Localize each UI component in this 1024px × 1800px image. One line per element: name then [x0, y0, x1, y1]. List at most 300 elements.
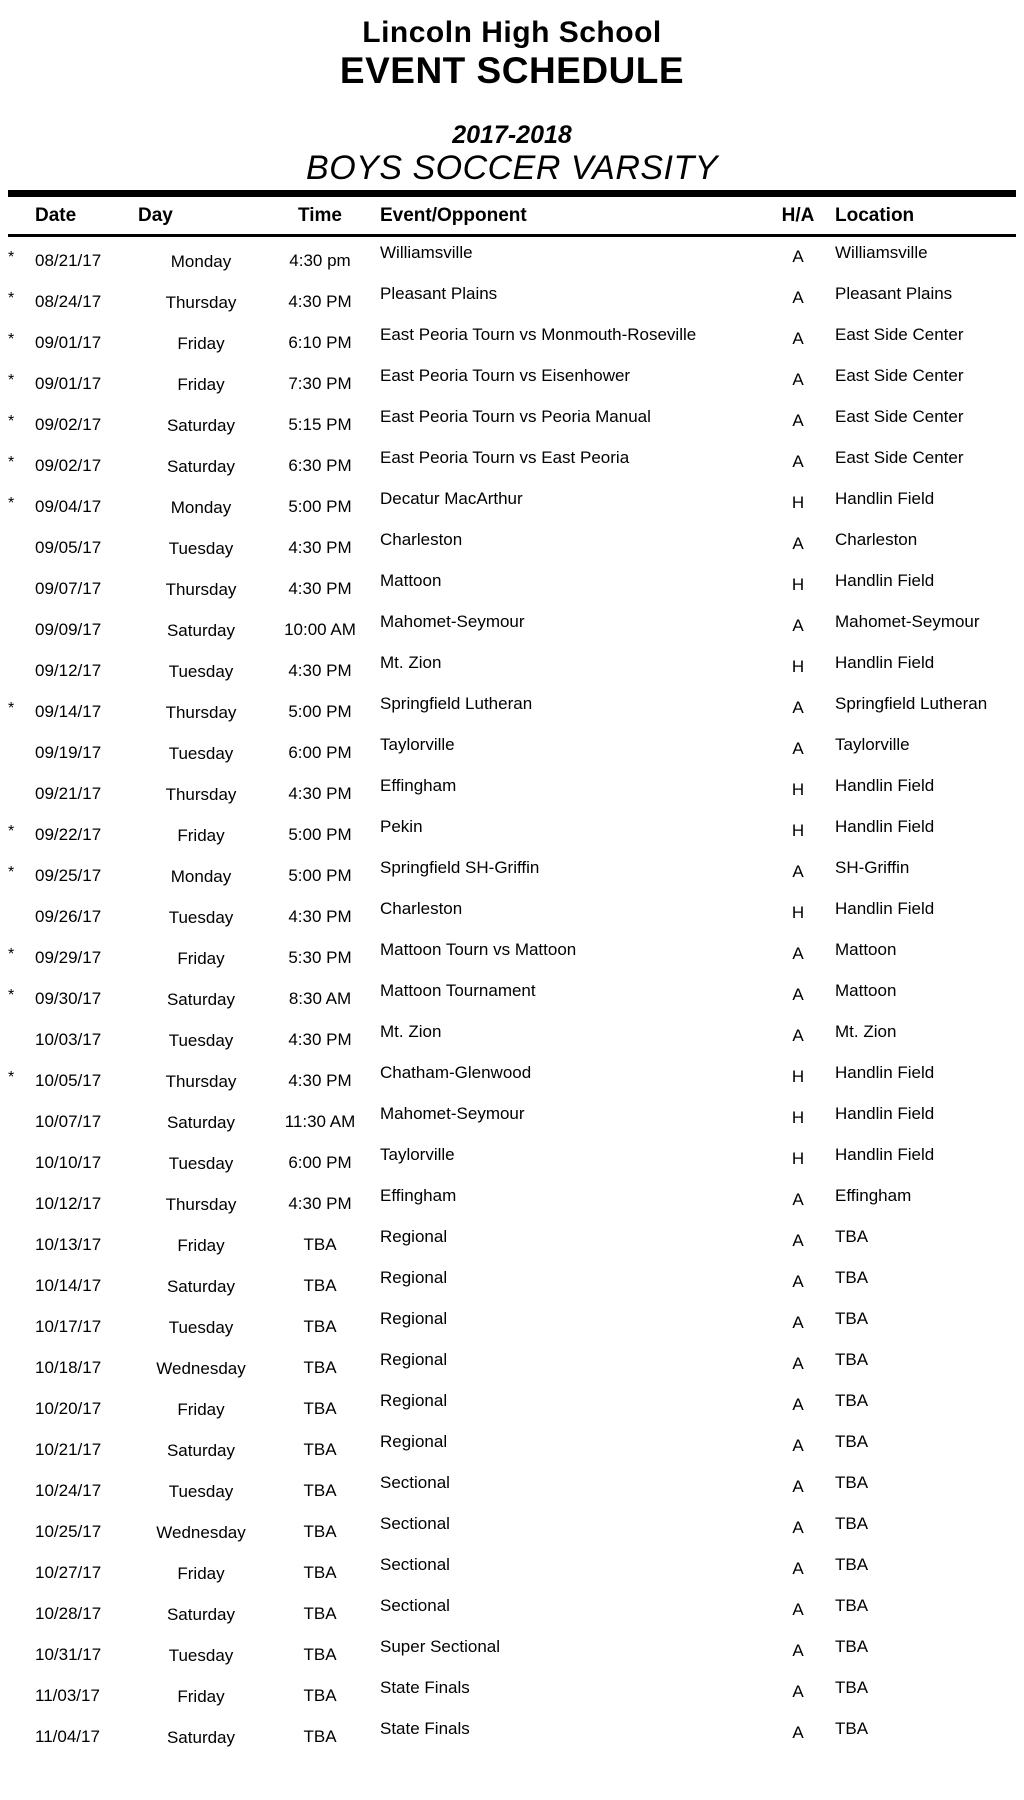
- column-header-date: Date: [35, 205, 77, 226]
- table-row: [0, 278, 1024, 319]
- home-away-cell: A: [792, 1641, 804, 1660]
- conference-asterisk: [0, 893, 26, 934]
- day-cell: Thursday: [165, 293, 237, 312]
- time-cell: 8:30 AM: [288, 989, 352, 1008]
- time-cell: 4:30 PM: [288, 784, 352, 803]
- time-cell: 4:30 PM: [288, 1071, 352, 1090]
- conference-asterisk: *: [8, 700, 15, 717]
- date-cell: 08/24/17: [35, 292, 102, 311]
- home-away-cell: A: [792, 1190, 804, 1209]
- column-header-location: Location: [835, 205, 915, 226]
- home-away-cell: A: [792, 534, 804, 553]
- conference-asterisk: [0, 1672, 26, 1713]
- table-row: [0, 1672, 1024, 1713]
- event-opponent-cell: Mattoon Tournament: [380, 981, 536, 1000]
- time-cell: TBA: [303, 1481, 337, 1500]
- event-opponent-cell: Sectional: [380, 1555, 450, 1574]
- event-opponent-cell: Mt. Zion: [380, 1022, 442, 1041]
- event-opponent-cell: Regional: [380, 1350, 448, 1369]
- time-cell: 6:00 PM: [288, 743, 352, 762]
- date-cell: 09/25/17: [35, 866, 102, 885]
- home-away-cell: H: [791, 1067, 805, 1086]
- conference-asterisk: [0, 1221, 26, 1262]
- conference-asterisk: *: [8, 249, 15, 266]
- event-opponent-cell: East Peoria Tourn vs East Peoria: [380, 448, 630, 467]
- location-cell: Taylorville: [835, 735, 910, 754]
- location-cell: East Side Center: [835, 325, 964, 344]
- home-away-cell: A: [792, 247, 804, 266]
- date-cell: 09/29/17: [35, 948, 102, 967]
- event-opponent-cell: East Peoria Tourn vs Monmouth-Roseville: [380, 325, 697, 344]
- time-cell: 10:00 AM: [284, 620, 356, 639]
- location-cell: TBA: [835, 1678, 869, 1697]
- home-away-cell: H: [791, 903, 805, 922]
- time-cell: TBA: [303, 1276, 337, 1295]
- team-title: BOYS SOCCER VARSITY: [306, 149, 718, 187]
- table-row: [0, 1057, 1024, 1098]
- day-cell: Thursday: [165, 1195, 237, 1214]
- home-away-cell: A: [792, 1026, 804, 1045]
- date-cell: 10/25/17: [35, 1522, 102, 1541]
- home-away-cell: H: [791, 493, 805, 512]
- location-cell: Handlin Field: [835, 899, 935, 918]
- time-cell: TBA: [303, 1235, 337, 1254]
- time-cell: 4:30 PM: [288, 538, 352, 557]
- conference-asterisk: *: [8, 290, 15, 307]
- day-cell: Tuesday: [168, 662, 234, 681]
- table-row: [0, 688, 1024, 729]
- conference-asterisk: [0, 1139, 26, 1180]
- conference-asterisk: [0, 729, 26, 770]
- home-away-cell: A: [792, 1682, 804, 1701]
- event-opponent-cell: Regional: [380, 1227, 448, 1246]
- conference-asterisk: [0, 1590, 26, 1631]
- location-cell: Handlin Field: [835, 817, 935, 836]
- day-cell: Thursday: [165, 1072, 237, 1091]
- table-row: [0, 606, 1024, 647]
- table-row: [0, 975, 1024, 1016]
- table-row: [0, 360, 1024, 401]
- home-away-cell: H: [791, 1108, 805, 1127]
- home-away-cell: A: [792, 1559, 804, 1578]
- day-cell: Monday: [170, 252, 232, 271]
- date-cell: 10/27/17: [35, 1563, 102, 1582]
- event-opponent-cell: Charleston: [380, 530, 463, 549]
- day-cell: Friday: [177, 1400, 225, 1419]
- event-opponent-cell: Mahomet-Seymour: [380, 612, 525, 631]
- conference-asterisk: *: [8, 946, 15, 963]
- day-cell: Saturday: [166, 1277, 236, 1296]
- home-away-cell: A: [792, 1477, 804, 1496]
- day-cell: Thursday: [165, 580, 237, 599]
- conference-asterisk: [0, 1713, 26, 1754]
- event-opponent-cell: Effingham: [380, 1186, 457, 1205]
- conference-asterisk: [0, 1180, 26, 1221]
- event-opponent-cell: Pleasant Plains: [380, 284, 498, 303]
- column-header-home-away: H/A: [781, 205, 815, 226]
- conference-asterisk: *: [8, 413, 15, 430]
- home-away-cell: A: [792, 616, 804, 635]
- date-cell: 10/03/17: [35, 1030, 102, 1049]
- home-away-cell: A: [792, 411, 804, 430]
- column-header-event-opponent: Event/Opponent: [380, 205, 527, 226]
- day-cell: Thursday: [165, 785, 237, 804]
- location-cell: TBA: [835, 1555, 869, 1574]
- location-cell: TBA: [835, 1227, 869, 1246]
- home-away-cell: A: [792, 329, 804, 348]
- table-row: [0, 934, 1024, 975]
- day-cell: Friday: [177, 949, 225, 968]
- location-cell: Williamsville: [835, 243, 928, 262]
- time-cell: TBA: [303, 1727, 337, 1746]
- table-row: [0, 1385, 1024, 1426]
- location-cell: TBA: [835, 1268, 869, 1287]
- time-cell: 4:30 PM: [288, 579, 352, 598]
- date-cell: 11/04/17: [35, 1727, 100, 1746]
- day-cell: Friday: [177, 1236, 225, 1255]
- home-away-cell: A: [792, 1395, 804, 1414]
- time-cell: TBA: [303, 1440, 337, 1459]
- time-cell: 11:30 AM: [284, 1112, 356, 1131]
- conference-asterisk: [0, 1631, 26, 1672]
- time-cell: TBA: [303, 1522, 337, 1541]
- date-cell: 09/30/17: [35, 989, 102, 1008]
- time-cell: TBA: [303, 1604, 337, 1623]
- time-cell: TBA: [303, 1563, 337, 1582]
- table-row: [0, 729, 1024, 770]
- event-opponent-cell: East Peoria Tourn vs Eisenhower: [380, 366, 631, 385]
- location-cell: TBA: [835, 1473, 869, 1492]
- day-cell: Saturday: [166, 1605, 236, 1624]
- location-cell: Pleasant Plains: [835, 284, 953, 303]
- home-away-cell: A: [792, 1518, 804, 1537]
- date-cell: 10/13/17: [35, 1235, 102, 1254]
- column-header-day: Day: [138, 205, 173, 226]
- date-cell: 10/21/17: [35, 1440, 102, 1459]
- location-cell: East Side Center: [835, 448, 964, 467]
- event-opponent-cell: Super Sectional: [380, 1637, 501, 1656]
- day-cell: Tuesday: [168, 1482, 234, 1501]
- day-cell: Friday: [177, 1687, 225, 1706]
- event-opponent-cell: Mattoon Tourn vs Mattoon: [380, 940, 577, 959]
- date-cell: 09/26/17: [35, 907, 102, 926]
- event-opponent-cell: Effingham: [380, 776, 457, 795]
- day-cell: Tuesday: [168, 1646, 234, 1665]
- home-away-cell: A: [792, 1436, 804, 1455]
- date-cell: 10/31/17: [35, 1645, 102, 1664]
- conference-asterisk: [0, 606, 26, 647]
- table-row: [0, 319, 1024, 360]
- day-cell: Thursday: [165, 703, 237, 722]
- day-cell: Saturday: [166, 1728, 236, 1747]
- home-away-cell: A: [792, 1313, 804, 1332]
- day-cell: Saturday: [166, 621, 236, 640]
- home-away-cell: A: [792, 1600, 804, 1619]
- time-cell: 4:30 PM: [288, 1194, 352, 1213]
- event-opponent-cell: Decatur MacArthur: [380, 489, 523, 508]
- conference-asterisk: *: [8, 987, 15, 1004]
- document-title: EVENT SCHEDULE: [339, 50, 685, 91]
- day-cell: Tuesday: [168, 1318, 234, 1337]
- location-cell: Handlin Field: [835, 653, 935, 672]
- date-cell: 09/09/17: [35, 620, 102, 639]
- conference-asterisk: [0, 1262, 26, 1303]
- home-away-cell: A: [792, 739, 804, 758]
- date-cell: 09/12/17: [35, 661, 102, 680]
- conference-asterisk: [0, 1508, 26, 1549]
- location-cell: TBA: [835, 1391, 869, 1410]
- date-cell: 09/01/17: [35, 374, 102, 393]
- conference-asterisk: *: [8, 823, 15, 840]
- time-cell: 4:30 PM: [288, 907, 352, 926]
- location-cell: Mattoon: [835, 940, 897, 959]
- day-cell: Friday: [177, 334, 225, 353]
- home-away-cell: A: [792, 288, 804, 307]
- conference-asterisk: [0, 1016, 26, 1057]
- date-cell: 09/05/17: [35, 538, 102, 557]
- table-row: [0, 893, 1024, 934]
- day-cell: Saturday: [166, 990, 236, 1009]
- home-away-cell: A: [792, 1231, 804, 1250]
- event-opponent-cell: Regional: [380, 1391, 448, 1410]
- home-away-cell: H: [791, 1149, 805, 1168]
- home-away-cell: A: [792, 452, 804, 471]
- event-opponent-cell: Charleston: [380, 899, 463, 918]
- table-row: [0, 1590, 1024, 1631]
- event-opponent-cell: Sectional: [380, 1514, 450, 1533]
- school-name: Lincoln High School: [362, 16, 662, 49]
- date-cell: 10/17/17: [35, 1317, 102, 1336]
- column-header-asterisk: [0, 197, 26, 234]
- table-row: [0, 1426, 1024, 1467]
- home-away-cell: A: [792, 370, 804, 389]
- day-cell: Tuesday: [168, 744, 234, 763]
- day-cell: Wednesday: [156, 1359, 246, 1378]
- location-cell: East Side Center: [835, 366, 964, 385]
- time-cell: 5:00 PM: [288, 702, 352, 721]
- home-away-cell: A: [792, 698, 804, 717]
- conference-asterisk: [0, 770, 26, 811]
- table-header-row: [0, 197, 1024, 234]
- time-cell: 4:30 PM: [288, 661, 352, 680]
- day-cell: Monday: [170, 498, 232, 517]
- home-away-cell: A: [792, 862, 804, 881]
- table-row: [0, 442, 1024, 483]
- conference-asterisk: *: [8, 864, 15, 881]
- table-row: [0, 401, 1024, 442]
- table-row: [0, 483, 1024, 524]
- table-row: [0, 647, 1024, 688]
- date-cell: 10/12/17: [35, 1194, 102, 1213]
- day-cell: Tuesday: [168, 1154, 234, 1173]
- table-row: [0, 524, 1024, 565]
- location-cell: TBA: [835, 1719, 869, 1738]
- event-opponent-cell: Mt. Zion: [380, 653, 442, 672]
- table-row: [0, 1508, 1024, 1549]
- top-divider: [8, 190, 1016, 197]
- day-cell: Monday: [170, 867, 232, 886]
- table-row: [0, 1303, 1024, 1344]
- location-cell: Handlin Field: [835, 571, 935, 590]
- location-cell: TBA: [835, 1350, 869, 1369]
- date-cell: 10/07/17: [35, 1112, 102, 1131]
- event-opponent-cell: Regional: [380, 1309, 448, 1328]
- table-row: [0, 1139, 1024, 1180]
- event-opponent-cell: State Finals: [380, 1719, 470, 1738]
- schedule-table-body: [0, 237, 1024, 1754]
- event-opponent-cell: Chatham-Glenwood: [380, 1063, 532, 1082]
- conference-asterisk: *: [8, 331, 15, 348]
- event-opponent-cell: East Peoria Tourn vs Peoria Manual: [380, 407, 651, 426]
- event-opponent-cell: Sectional: [380, 1473, 450, 1492]
- location-cell: Handlin Field: [835, 1104, 935, 1123]
- date-cell: 09/04/17: [35, 497, 102, 516]
- conference-asterisk: *: [8, 454, 15, 471]
- location-cell: Handlin Field: [835, 1063, 935, 1082]
- event-opponent-cell: Mattoon: [380, 571, 442, 590]
- conference-asterisk: [0, 1344, 26, 1385]
- table-row: [0, 770, 1024, 811]
- home-away-cell: H: [791, 821, 805, 840]
- home-away-cell: A: [792, 1354, 804, 1373]
- day-cell: Saturday: [166, 1441, 236, 1460]
- time-cell: 5:30 PM: [288, 948, 352, 967]
- conference-asterisk: *: [8, 1069, 15, 1086]
- date-cell: 10/18/17: [35, 1358, 102, 1377]
- table-row: [0, 1631, 1024, 1672]
- table-row: [0, 1467, 1024, 1508]
- day-cell: Friday: [177, 1564, 225, 1583]
- location-cell: Effingham: [835, 1186, 912, 1205]
- location-cell: TBA: [835, 1432, 869, 1451]
- event-opponent-cell: Williamsville: [380, 243, 473, 262]
- column-header-time: Time: [297, 205, 342, 226]
- day-cell: Friday: [177, 375, 225, 394]
- day-cell: Saturday: [166, 457, 236, 476]
- event-opponent-cell: Springfield Lutheran: [380, 694, 533, 713]
- time-cell: 6:30 PM: [288, 456, 352, 475]
- location-cell: TBA: [835, 1309, 869, 1328]
- event-opponent-cell: Sectional: [380, 1596, 450, 1615]
- table-row: [0, 1344, 1024, 1385]
- location-cell: Springfield Lutheran: [835, 694, 988, 713]
- location-cell: Handlin Field: [835, 489, 935, 508]
- conference-asterisk: [0, 524, 26, 565]
- conference-asterisk: [0, 1549, 26, 1590]
- day-cell: Tuesday: [168, 1031, 234, 1050]
- time-cell: 5:00 PM: [288, 866, 352, 885]
- date-cell: 10/20/17: [35, 1399, 102, 1418]
- time-cell: 4:30 PM: [288, 292, 352, 311]
- table-row: [0, 1221, 1024, 1262]
- home-away-cell: A: [792, 985, 804, 1004]
- time-cell: TBA: [303, 1686, 337, 1705]
- event-opponent-cell: Pekin: [380, 817, 423, 836]
- conference-asterisk: [0, 1385, 26, 1426]
- conference-asterisk: [0, 1467, 26, 1508]
- date-cell: 08/21/17: [35, 251, 102, 270]
- time-cell: 5:15 PM: [288, 415, 352, 434]
- home-away-cell: A: [792, 1272, 804, 1291]
- time-cell: TBA: [303, 1358, 337, 1377]
- table-row: [0, 852, 1024, 893]
- table-row: [0, 1713, 1024, 1754]
- conference-asterisk: [0, 647, 26, 688]
- event-opponent-cell: Mahomet-Seymour: [380, 1104, 525, 1123]
- location-cell: Charleston: [835, 530, 918, 549]
- date-cell: 09/14/17: [35, 702, 102, 721]
- event-opponent-cell: Taylorville: [380, 735, 455, 754]
- location-cell: Handlin Field: [835, 776, 935, 795]
- location-cell: East Side Center: [835, 407, 964, 426]
- table-row: [0, 565, 1024, 606]
- conference-asterisk: *: [8, 372, 15, 389]
- event-opponent-cell: Regional: [380, 1432, 448, 1451]
- time-cell: 6:10 PM: [288, 333, 352, 352]
- time-cell: TBA: [303, 1317, 337, 1336]
- date-cell: 10/05/17: [35, 1071, 102, 1090]
- date-cell: 10/14/17: [35, 1276, 102, 1295]
- table-row: [0, 1016, 1024, 1057]
- day-cell: Saturday: [166, 1113, 236, 1132]
- location-cell: TBA: [835, 1596, 869, 1615]
- conference-asterisk: *: [8, 495, 15, 512]
- table-row: [0, 1180, 1024, 1221]
- date-cell: 10/10/17: [35, 1153, 102, 1172]
- home-away-cell: A: [792, 944, 804, 963]
- location-cell: TBA: [835, 1514, 869, 1533]
- home-away-cell: H: [791, 575, 805, 594]
- home-away-cell: H: [791, 657, 805, 676]
- date-cell: 09/01/17: [35, 333, 102, 352]
- conference-asterisk: [0, 1303, 26, 1344]
- event-opponent-cell: Regional: [380, 1268, 448, 1287]
- time-cell: 7:30 PM: [288, 374, 352, 393]
- time-cell: 4:30 pm: [289, 251, 351, 270]
- table-row: [0, 237, 1024, 278]
- location-cell: SH-Griffin: [835, 858, 910, 877]
- location-cell: Handlin Field: [835, 1145, 935, 1164]
- date-cell: 10/24/17: [35, 1481, 102, 1500]
- home-away-cell: A: [792, 1723, 804, 1742]
- day-cell: Friday: [177, 826, 225, 845]
- time-cell: TBA: [303, 1399, 337, 1418]
- date-cell: 09/22/17: [35, 825, 102, 844]
- date-cell: 11/03/17: [35, 1686, 100, 1705]
- table-row: [0, 1549, 1024, 1590]
- conference-asterisk: [0, 1426, 26, 1467]
- conference-asterisk: [0, 1098, 26, 1139]
- date-cell: 09/21/17: [35, 784, 102, 803]
- table-row: [0, 1098, 1024, 1139]
- event-opponent-cell: Springfield SH-Griffin: [380, 858, 540, 877]
- location-cell: TBA: [835, 1637, 869, 1656]
- day-cell: Saturday: [166, 416, 236, 435]
- time-cell: 4:30 PM: [288, 1030, 352, 1049]
- season-label: 2017-2018: [452, 121, 572, 149]
- time-cell: 5:00 PM: [288, 825, 352, 844]
- time-cell: 6:00 PM: [288, 1153, 352, 1172]
- location-cell: Mahomet-Seymour: [835, 612, 980, 631]
- table-row: [0, 1262, 1024, 1303]
- date-cell: 09/02/17: [35, 456, 102, 475]
- time-cell: TBA: [303, 1645, 337, 1664]
- day-cell: Tuesday: [168, 539, 234, 558]
- day-cell: Wednesday: [156, 1523, 246, 1542]
- time-cell: 5:00 PM: [288, 497, 352, 516]
- day-cell: Tuesday: [168, 908, 234, 927]
- location-cell: Mt. Zion: [835, 1022, 897, 1041]
